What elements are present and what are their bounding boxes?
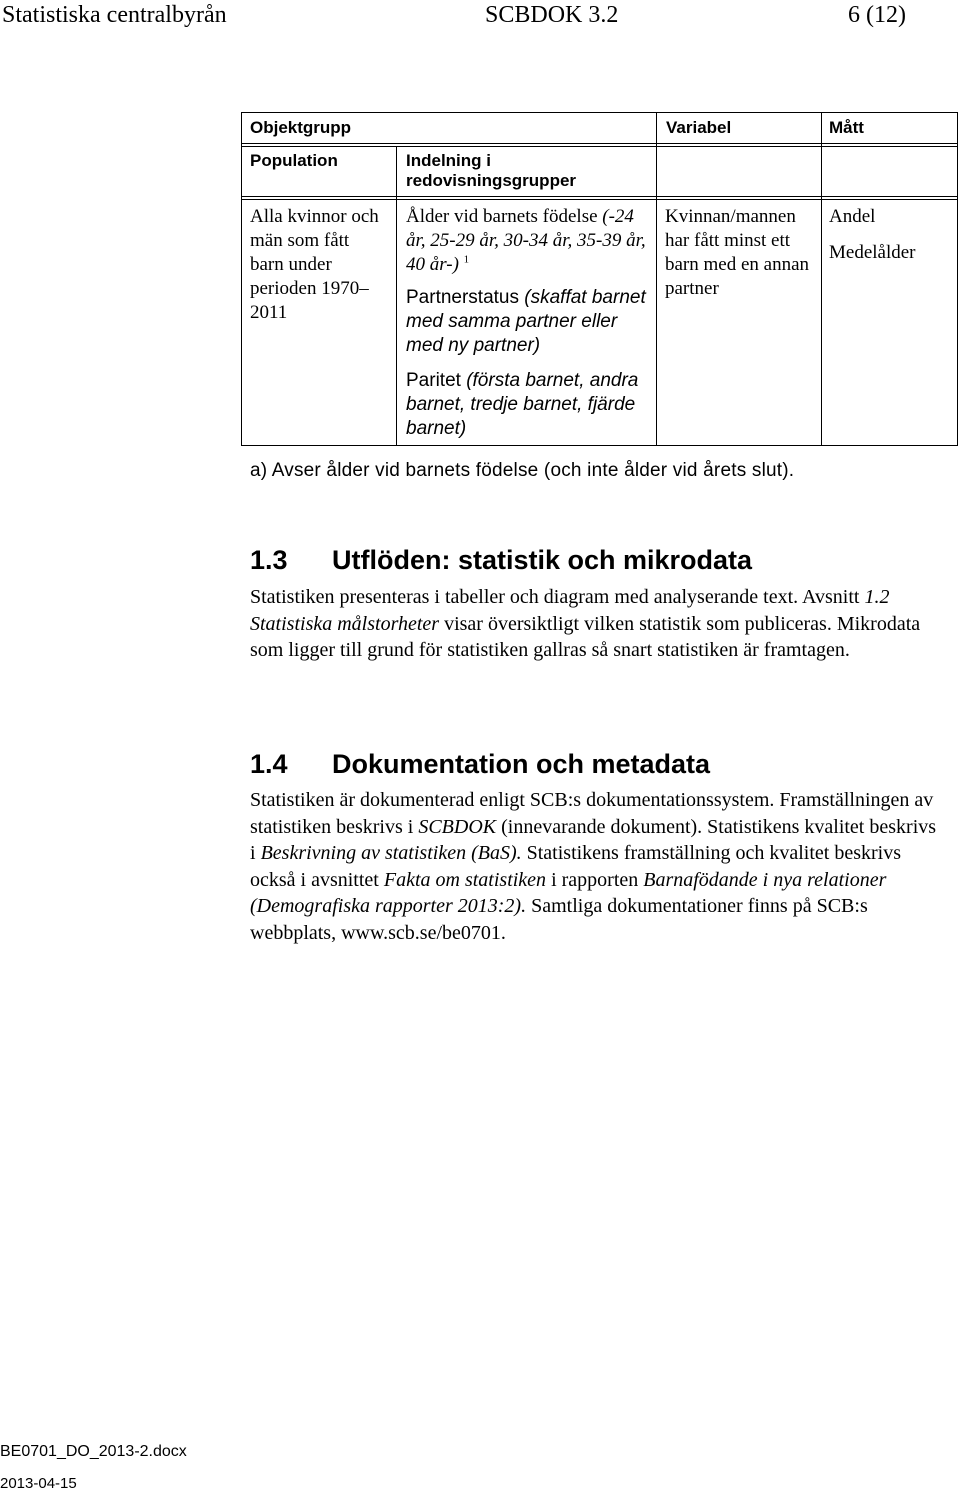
header-population: Population [250, 151, 338, 170]
cell-matt-medelalder: Medelålder [829, 242, 916, 263]
section-1-4-text-1: Statistiken är dokumenterad enligt SCB:s dokumentationssystem. Framställningen av statistiken beskrivs i [250, 789, 934, 838]
table-line-left [241, 112, 242, 446]
page-number: 6 (12) [848, 2, 906, 28]
group-paritet-label: Paritet [406, 370, 461, 391]
cell-matt-andel: Andel [829, 206, 876, 227]
page-header [0, 0, 960, 40]
cell-variabel: Kvinnan/mannen har fått minst ett barn med en annan partner [665, 206, 810, 299]
table-line-header-1 [241, 143, 958, 144]
section-1-4-heading [250, 749, 710, 780]
table-line-top [241, 112, 958, 113]
group-age [406, 205, 651, 277]
section-1-4-italic-4: Barnafödande i nya relationer (Demografiska rapporter 2013:2). [250, 868, 887, 917]
cell-population: Alla kvinnor och män som fått barn under perioden 1970–2011 [250, 206, 379, 323]
header-matt: Mått [829, 118, 864, 137]
section-1-4-italic-3: Fakta om statistiken [383, 868, 547, 891]
table-line-bottom [241, 445, 958, 446]
footer-filename: BE0701_DO_2013-2.docx [0, 1443, 187, 1460]
section-1-3-number: 1.3 [250, 545, 288, 575]
group-age-detail: (-24 år, 25-29 år, 30-34 år, 35-39 år, 40 år-) [406, 206, 646, 275]
section-1-4-italic-1: SCBDOK [418, 815, 497, 838]
group-paritet [406, 369, 651, 441]
group-age-label: Ålder vid barnets födelse [406, 206, 598, 227]
cell-groups [406, 205, 651, 441]
header-objektgrupp: Objektgrupp [250, 118, 352, 137]
section-1-4-italic-2: Beskrivning av statistiken (BaS). [260, 842, 522, 864]
section-1-4-text-3: Statistikens framställning och kvalitet beskrivs också i avsnittet [250, 842, 901, 891]
organization-name: Statistiska centralbyrån [2, 2, 227, 28]
table-line-col-2 [656, 112, 657, 446]
section-1-3-text-2: visar översiktligt vilken statistik som publiceras. Mikrodata som ligger till grund för statistiken gallras så snart statistiken är framtagen. [250, 612, 921, 661]
group-partner-label: Partnerstatus [406, 287, 519, 308]
section-1-4-text-5: Samtliga dokumentationer finns på SCB:s webbplats, www.scb.se/be0701. [250, 895, 868, 944]
group-paritet-detail: (första barnet, andra barnet, tredje barnet, fjärde barnet) [406, 370, 639, 439]
table-line-col-1 [396, 146, 397, 446]
table-line-right [957, 112, 958, 446]
section-1-3-heading [250, 545, 752, 576]
group-partner-detail: (skaffat barnet med samma partner eller med ny partner) [406, 287, 646, 356]
table-footnote: a) Avser ålder vid barnets födelse (och inte ålder vid årets slut). [250, 460, 795, 481]
group-age-footnote-ref: 1 [463, 253, 470, 266]
table-line-header-4 [241, 199, 958, 200]
section-1-4-number: 1.4 [250, 749, 288, 779]
table-line-header-3 [241, 196, 958, 197]
section-1-4-text-4: i rapporten [551, 868, 639, 891]
section-1-3-title: Utflöden: statistik och mikrodata [332, 545, 753, 575]
section-1-4-title: Dokumentation och metadata [332, 749, 711, 779]
group-partner [406, 286, 651, 358]
section-1-4-text-2: (innevarande dokument). Statistikens kvalitet beskrivs i [250, 815, 937, 864]
header-indelning: Indelning i redovisningsgrupper [406, 151, 577, 190]
document-id: SCBDOK 3.2 [485, 2, 619, 28]
section-1-3-paragraph [250, 584, 940, 664]
header-variabel: Variabel [666, 118, 732, 137]
table-line-col-3 [821, 112, 822, 446]
footer-date: 2013-04-15 [0, 1475, 77, 1492]
section-1-3-text-1: Statistiken presenteras i tabeller och diagram med analyserande text. Avsnitt [250, 586, 860, 608]
section-1-3-reference: 1.2 Statistiska målstorheter [250, 586, 890, 635]
section-1-4-paragraph [250, 787, 940, 946]
table-line-header-2 [241, 146, 958, 147]
